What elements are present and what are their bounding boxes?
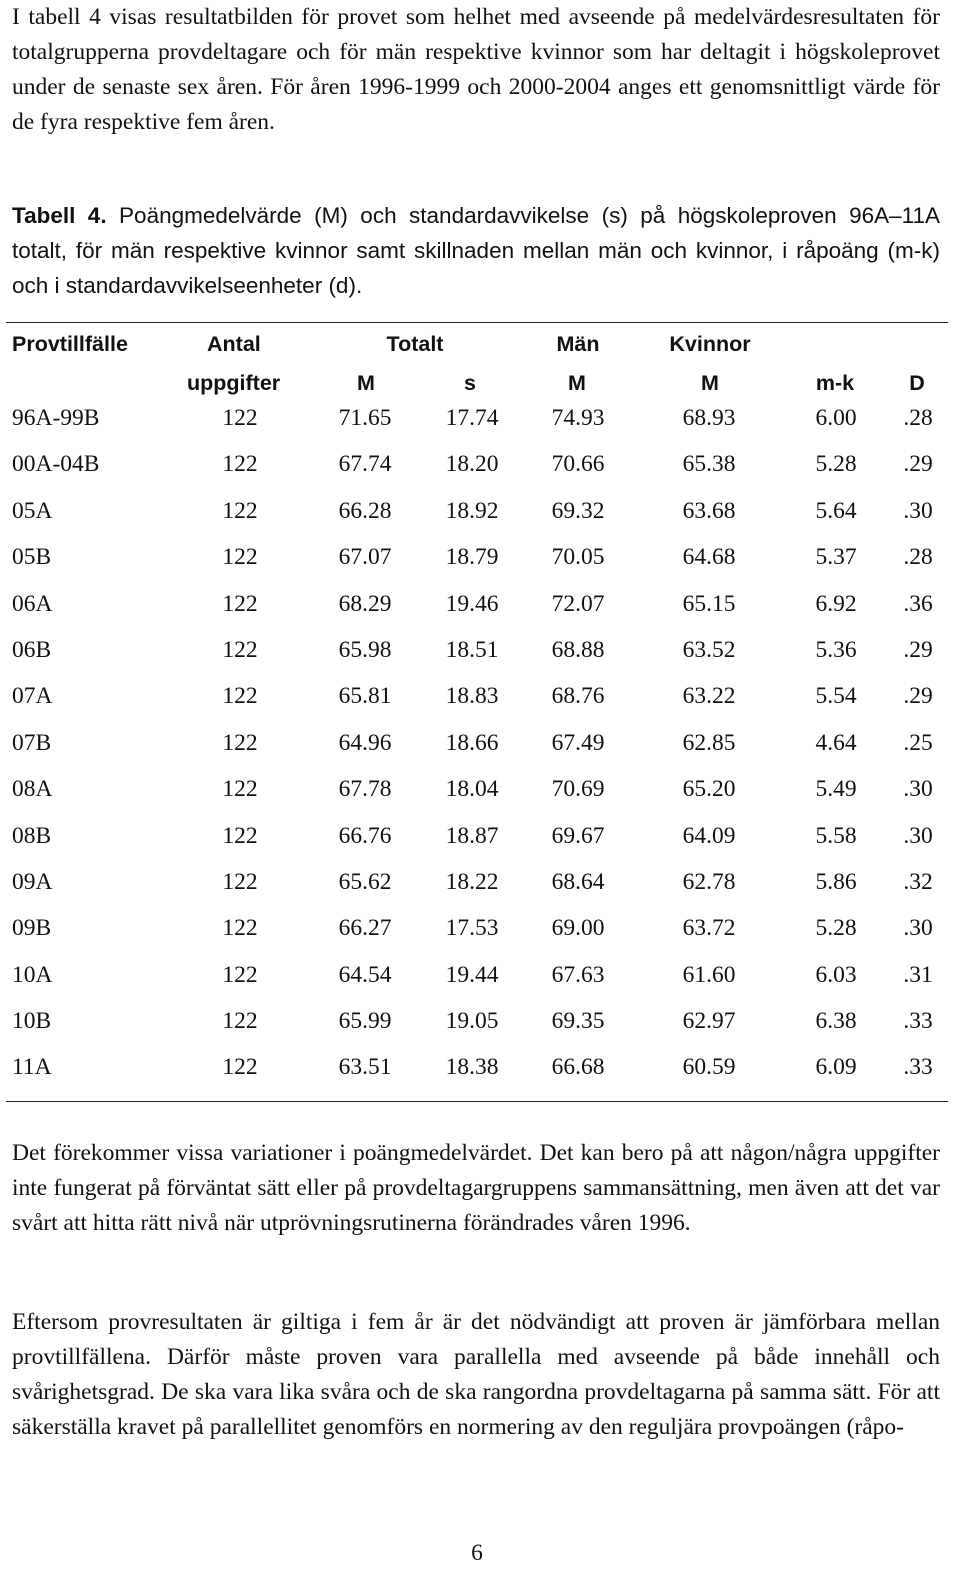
cell-totalt-m: 65.99 [338,1008,392,1035]
intro-paragraph: I tabell 4 visas resultatbilden för provet som helhet med avseende på medelvärdesresultaten för totalgrupperna provdeltagare och för män respektive kvinnor som har deltagit i högskoleprovet under de senaste sex åren. För åren 1996-1999 och 2000-2004 anges ett genomsnittligt värde för de fyra respektive fem åren. [12,4,940,135]
cell-man-m: 74.93 [551,405,605,431]
table-row [0,542,960,588]
cell-mk: 6.38 [815,1008,857,1035]
header-man-m: M [568,371,586,395]
cell-kvinnor-m: 65.15 [682,590,736,617]
cell-mk: 4.64 [815,729,857,756]
cell-antal: 122 [222,1008,258,1035]
cell-totalt-m: 66.76 [338,822,392,849]
cell-mk: 5.54 [815,683,857,710]
cell-mk: 6.09 [815,1054,857,1081]
table-caption-label: Tabell 4. [12,203,107,228]
cell-provtillfalle: 06B [12,636,52,663]
cell-kvinnor-m: 62.78 [682,868,736,895]
cell-antal: 122 [222,405,258,431]
page-number: 6 [471,1540,483,1566]
table-bottom-rule [6,1101,948,1102]
cell-kvinnor-m: 62.97 [682,1008,736,1035]
paragraph-comparability: Eftersom provresultaten är giltiga i fem år är det nödvändigt att proven är jämförbara mellan provtillfällena. Därför måste proven vara parallella med avseende på både innehåll och svårighetsgrad. De ska vara lika svåra och de ska rangordna provdeltagarna på samma sätt. För att säkerställa kravet på parallellitet genomförs en normering av den reguljära provpoängen (råpo- [12,1309,940,1440]
table-top-rule [6,322,948,323]
cell-d: .28 [903,544,933,571]
table-row [0,589,960,635]
cell-totalt-m: 67.78 [338,776,392,803]
cell-man-m: 66.68 [551,1054,605,1081]
cell-d: .30 [903,497,933,524]
cell-totalt-s: 18.87 [445,822,499,849]
table-caption-text: Poängmedelvärde (M) och standardavvikelse (s) på högskoleproven 96A–11A totalt, för män respektive kvinnor samt skillnaden mellan män och kvinnor, i råpoäng (m-k) och i standardavvikelseenheter (d). [12,203,940,298]
cell-provtillfalle: 08A [12,776,53,803]
cell-d: .30 [903,915,933,942]
cell-d: .29 [903,636,933,663]
table-row [0,403,960,449]
header-mk: m-k [815,371,855,395]
cell-man-m: 67.63 [551,961,605,988]
cell-d: .30 [903,776,933,803]
cell-totalt-s: 18.38 [445,1054,499,1081]
cell-antal: 122 [222,915,258,942]
header-totalt: Totalt [386,332,444,356]
header-d: D [909,371,925,395]
cell-kvinnor-m: 62.85 [682,729,736,756]
cell-man-m: 69.00 [551,915,605,942]
cell-antal: 122 [222,868,258,895]
cell-man-m: 70.69 [551,776,605,803]
cell-totalt-m: 64.54 [338,961,392,988]
cell-provtillfalle: 05A [12,497,53,524]
cell-antal: 122 [222,683,258,710]
cell-antal: 122 [222,822,258,849]
cell-man-m: 68.64 [551,868,605,895]
cell-d: .33 [903,1008,933,1035]
cell-d: .33 [903,1054,933,1081]
cell-kvinnor-m: 68.93 [682,405,736,431]
table-row [0,496,960,542]
cell-kvinnor-m: 64.68 [682,544,736,571]
cell-antal: 122 [222,590,258,617]
cell-totalt-m: 66.27 [338,915,392,942]
table-row [0,867,960,913]
cell-man-m: 68.76 [551,683,605,710]
cell-mk: 5.37 [815,544,857,571]
cell-d: .36 [903,590,933,617]
cell-totalt-s: 18.83 [445,683,499,710]
cell-totalt-s: 18.66 [445,729,499,756]
header-totalt-s: s [464,371,476,395]
cell-antal: 122 [222,497,258,524]
cell-provtillfalle: 08B [12,822,52,849]
cell-antal: 122 [222,776,258,803]
header-uppgifter: uppgifter [187,371,281,395]
table-row [0,449,960,495]
cell-totalt-m: 67.74 [338,451,392,478]
cell-kvinnor-m: 63.68 [682,497,736,524]
header-provtillfalle: Provtillfälle [12,332,128,356]
table-body [0,403,960,1099]
cell-antal: 122 [222,729,258,756]
cell-kvinnor-m: 65.38 [682,451,736,478]
cell-d: .32 [903,868,933,895]
cell-totalt-s: 17.53 [445,915,499,942]
cell-kvinnor-m: 63.52 [682,636,736,663]
cell-mk: 5.86 [815,868,857,895]
cell-totalt-s: 17.74 [445,405,499,431]
cell-totalt-m: 71.65 [338,405,392,431]
cell-provtillfalle: 11A [12,1054,52,1081]
cell-mk: 6.03 [815,961,857,988]
cell-antal: 122 [222,451,258,478]
cell-totalt-s: 18.51 [445,636,499,663]
cell-mk: 5.64 [815,497,857,524]
cell-mk: 6.00 [815,405,857,431]
cell-mk: 5.36 [815,636,857,663]
header-kvinnor-m: M [701,371,719,395]
cell-provtillfalle: 05B [12,544,52,571]
cell-man-m: 68.88 [551,636,605,663]
cell-d: .29 [903,683,933,710]
cell-man-m: 69.32 [551,497,605,524]
cell-totalt-s: 19.46 [445,590,499,617]
cell-mk: 5.58 [815,822,857,849]
cell-provtillfalle: 10A [12,961,53,988]
cell-kvinnor-m: 61.60 [682,961,736,988]
cell-totalt-s: 18.20 [445,451,499,478]
cell-man-m: 70.05 [551,544,605,571]
table-row [0,728,960,774]
cell-man-m: 69.67 [551,822,605,849]
cell-provtillfalle: 10B [12,1008,52,1035]
cell-totalt-s: 19.44 [445,961,499,988]
table-row [0,1052,960,1098]
paragraph-variations: Det förekommer vissa variationer i poängmedelvärdet. Det kan bero på att någon/några uppgifter inte fungerat på förväntat sätt eller på provdeltagargruppens sammansättning, men även att det var svårt att hitta rätt nivå när utprövningsrutinerna förändrades våren 1996. [12,1140,940,1236]
cell-kvinnor-m: 63.22 [682,683,736,710]
cell-totalt-m: 65.62 [338,868,392,895]
cell-antal: 122 [222,1054,258,1081]
table-row [0,960,960,1006]
cell-totalt-m: 66.28 [338,497,392,524]
cell-d: .30 [903,822,933,849]
cell-totalt-s: 19.05 [445,1008,499,1035]
table-row [0,821,960,867]
header-man: Män [556,332,600,356]
cell-provtillfalle: 00A-04B [12,451,100,478]
cell-antal: 122 [222,544,258,571]
cell-mk: 6.92 [815,590,857,617]
cell-provtillfalle: 06A [12,590,53,617]
cell-d: .29 [903,451,933,478]
cell-totalt-m: 65.98 [338,636,392,663]
cell-totalt-s: 18.79 [445,544,499,571]
cell-man-m: 70.66 [551,451,605,478]
cell-d: .25 [903,729,933,756]
cell-totalt-m: 64.96 [338,729,392,756]
cell-totalt-s: 18.04 [445,776,499,803]
cell-provtillfalle: 09B [12,915,52,942]
cell-d: .31 [903,961,933,988]
cell-kvinnor-m: 60.59 [682,1054,736,1081]
cell-provtillfalle: 96A-99B [12,405,100,431]
cell-totalt-m: 63.51 [338,1054,392,1081]
table-row [0,1006,960,1052]
cell-provtillfalle: 07A [12,683,53,710]
header-antal: Antal [207,332,261,356]
cell-kvinnor-m: 65.20 [682,776,736,803]
cell-kvinnor-m: 63.72 [682,915,736,942]
cell-totalt-s: 18.22 [445,868,499,895]
cell-mk: 5.28 [815,451,857,478]
cell-man-m: 72.07 [551,590,605,617]
cell-totalt-m: 67.07 [338,544,392,571]
cell-mk: 5.49 [815,776,857,803]
header-totalt-m: M [357,371,375,395]
cell-man-m: 69.35 [551,1008,605,1035]
cell-provtillfalle: 07B [12,729,52,756]
cell-man-m: 67.49 [551,729,605,756]
cell-antal: 122 [222,636,258,663]
cell-kvinnor-m: 64.09 [682,822,736,849]
cell-antal: 122 [222,961,258,988]
cell-d: .28 [903,405,933,431]
header-kvinnor: Kvinnor [669,332,751,356]
cell-mk: 5.28 [815,915,857,942]
table-row [0,681,960,727]
cell-totalt-m: 65.81 [338,683,392,710]
table-row [0,774,960,820]
cell-totalt-m: 68.29 [338,590,392,617]
cell-provtillfalle: 09A [12,868,53,895]
table-row [0,635,960,681]
table-row [0,913,960,959]
table-caption [12,198,940,303]
cell-totalt-s: 18.92 [445,497,499,524]
